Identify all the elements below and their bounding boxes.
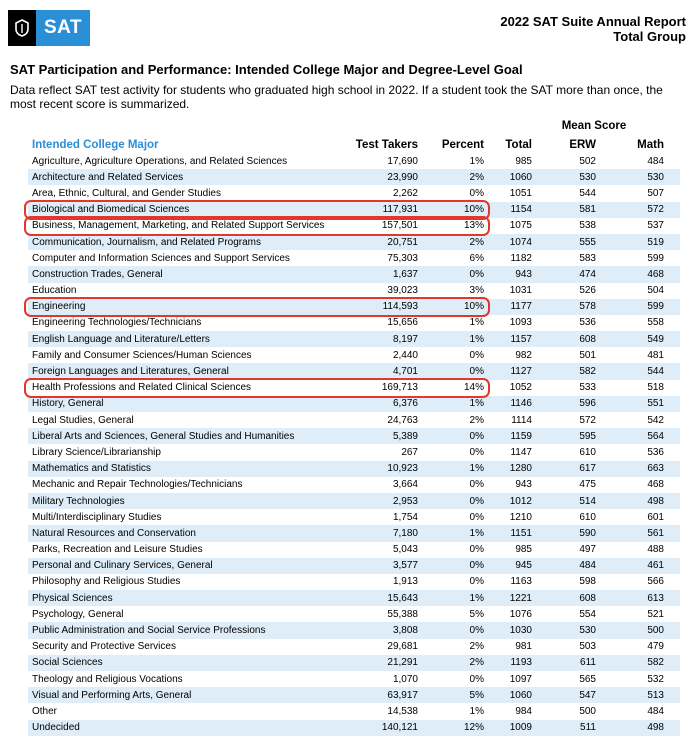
table-row <box>28 169 680 185</box>
cell-percent: 1% <box>469 527 484 539</box>
cell-math: 613 <box>647 592 664 604</box>
table-row <box>28 509 680 525</box>
cell-major: Engineering <box>32 301 86 313</box>
cell-total: 1052 <box>509 382 532 394</box>
cell-erw: 530 <box>579 625 596 637</box>
header-erw: ERW <box>569 138 596 151</box>
cell-major: Multi/Interdisciplinary Studies <box>32 511 162 523</box>
table-row <box>28 299 680 315</box>
cell-percent: 0% <box>469 495 484 507</box>
cell-major: Visual and Performing Arts, General <box>32 689 192 701</box>
cell-major: Agriculture, Agriculture Operations, and Related Sciences <box>32 155 288 167</box>
cell-math: 498 <box>647 722 664 734</box>
cell-percent: 10% <box>463 204 484 216</box>
cell-erw: 595 <box>579 430 596 442</box>
cell-erw: 581 <box>579 204 596 216</box>
table-row <box>28 444 680 460</box>
cell-math: 468 <box>647 268 664 280</box>
cell-erw: 511 <box>580 722 596 734</box>
cell-erw: 555 <box>579 236 596 248</box>
table-row <box>28 185 680 201</box>
cell-test-takers: 29,681 <box>387 641 418 653</box>
cell-erw: 547 <box>579 689 596 701</box>
cell-major: Computer and Information Sciences and Support Services <box>32 252 290 264</box>
cell-erw: 608 <box>579 592 596 604</box>
cell-total: 981 <box>515 641 532 653</box>
table-row <box>28 153 680 169</box>
table-row <box>28 703 680 719</box>
cell-major: Legal Studies, General <box>32 414 134 426</box>
cell-total: 1146 <box>510 398 532 410</box>
cell-total: 1157 <box>510 333 532 345</box>
table-row <box>28 671 680 687</box>
cell-math: 507 <box>647 187 664 199</box>
cell-erw: 582 <box>579 366 596 378</box>
cell-test-takers: 2,440 <box>392 349 418 361</box>
cell-percent: 0% <box>469 268 484 280</box>
cell-math: 551 <box>647 398 664 410</box>
cell-math: 549 <box>647 333 664 345</box>
cell-math: 484 <box>647 705 664 717</box>
cell-test-takers: 5,389 <box>392 430 418 442</box>
table-row <box>28 461 680 477</box>
cell-major: Mathematics and Statistics <box>32 463 151 475</box>
cell-percent: 0% <box>469 479 484 491</box>
cell-erw: 596 <box>579 398 596 410</box>
cell-percent: 0% <box>469 673 484 685</box>
cell-math: 484 <box>647 155 664 167</box>
cell-test-takers: 63,917 <box>387 689 418 701</box>
cell-math: 504 <box>647 285 664 297</box>
table-row <box>28 477 680 493</box>
cell-math: 488 <box>647 544 664 556</box>
cell-total: 1280 <box>509 463 532 475</box>
cell-erw: 475 <box>579 479 596 491</box>
cell-erw: 572 <box>579 414 596 426</box>
cell-erw: 554 <box>579 608 596 620</box>
cell-math: 599 <box>647 252 664 264</box>
cell-erw: 514 <box>579 495 596 507</box>
cell-percent: 3% <box>469 285 484 297</box>
cell-erw: 610 <box>579 446 596 458</box>
cell-test-takers: 39,023 <box>387 285 418 297</box>
cell-total: 1076 <box>509 608 532 620</box>
table-row <box>28 574 680 590</box>
cell-percent: 14% <box>463 382 484 394</box>
cell-major: Undecided <box>32 722 80 734</box>
cell-major: Business, Management, Marketing, and Related Support Services <box>32 220 325 232</box>
cell-major: Education <box>32 285 77 297</box>
cell-percent: 13% <box>463 220 484 232</box>
cell-test-takers: 1,754 <box>392 511 418 523</box>
table-row <box>28 639 680 655</box>
table-row <box>28 590 680 606</box>
table-row <box>28 622 680 638</box>
cell-erw: 578 <box>579 301 596 313</box>
cell-erw: 583 <box>579 252 596 264</box>
cell-major: Other <box>32 705 58 717</box>
cell-total: 1093 <box>509 317 532 329</box>
cell-major: Library Science/Librarianship <box>32 446 161 458</box>
table-body <box>28 153 680 736</box>
cell-percent: 0% <box>469 446 484 458</box>
cell-erw: 530 <box>579 171 596 183</box>
cell-total: 943 <box>515 479 532 491</box>
cell-test-takers: 3,664 <box>392 479 418 491</box>
cell-total: 1159 <box>510 430 532 442</box>
cell-math: 481 <box>647 349 664 361</box>
cell-percent: 0% <box>469 560 484 572</box>
data-table <box>28 118 680 736</box>
table-row <box>28 363 680 379</box>
table-row <box>28 250 680 266</box>
cell-major: Security and Protective Services <box>32 641 176 653</box>
cell-math: 599 <box>647 301 664 313</box>
cell-erw: 501 <box>579 349 596 361</box>
section-title: SAT Participation and Performance: Intended College Major and Degree-Level Goal <box>10 62 523 77</box>
cell-test-takers: 4,701 <box>392 366 418 378</box>
cell-math: 663 <box>647 463 664 475</box>
cell-total: 1074 <box>509 236 532 248</box>
cell-test-takers: 14,538 <box>387 705 418 717</box>
cell-percent: 2% <box>469 657 484 669</box>
cell-test-takers: 267 <box>401 446 418 458</box>
cell-percent: 1% <box>469 317 484 329</box>
cell-total: 982 <box>515 349 532 361</box>
cell-test-takers: 23,990 <box>387 171 418 183</box>
cell-percent: 6% <box>469 252 484 264</box>
table-row <box>28 396 680 412</box>
cell-major: Foreign Languages and Literatures, General <box>32 366 229 378</box>
cell-major: English Language and Literature/Letters <box>32 333 210 345</box>
cell-total: 1210 <box>509 511 532 523</box>
header-major: Intended College Major <box>32 138 159 151</box>
cell-major: Family and Consumer Sciences/Human Sciences <box>32 349 252 361</box>
cell-percent: 0% <box>469 187 484 199</box>
cell-percent: 2% <box>469 171 484 183</box>
cell-total: 1114 <box>511 414 532 426</box>
cell-erw: 500 <box>579 705 596 717</box>
cell-total: 1051 <box>509 187 532 199</box>
cell-total: 984 <box>515 705 532 717</box>
table-row <box>28 234 680 250</box>
cell-erw: 484 <box>579 560 596 572</box>
cell-test-takers: 2,953 <box>392 495 418 507</box>
cell-percent: 1% <box>469 398 484 410</box>
cell-math: 519 <box>647 236 664 248</box>
cell-total: 1193 <box>510 657 532 669</box>
cell-major: Public Administration and Social Service Professions <box>32 625 266 637</box>
table-row <box>28 428 680 444</box>
cell-percent: 1% <box>469 592 484 604</box>
cell-test-takers: 10,923 <box>387 463 418 475</box>
cell-math: 498 <box>647 495 664 507</box>
cell-percent: 1% <box>469 463 484 475</box>
sat-logo <box>8 10 90 46</box>
table-row <box>28 202 680 218</box>
cell-math: 566 <box>647 576 664 588</box>
cell-test-takers: 15,643 <box>387 592 418 604</box>
cell-total: 1009 <box>509 722 532 734</box>
table-row <box>28 347 680 363</box>
cell-major: Liberal Arts and Sciences, General Studies and Humanities <box>32 430 295 442</box>
cell-math: 572 <box>647 204 664 216</box>
cell-total: 945 <box>515 560 532 572</box>
table-row <box>28 687 680 703</box>
cell-percent: 0% <box>469 366 484 378</box>
cell-math: 500 <box>647 625 664 637</box>
cell-percent: 0% <box>469 544 484 556</box>
table-row <box>28 493 680 509</box>
cell-total: 1177 <box>510 301 532 313</box>
table-row <box>28 558 680 574</box>
table-row <box>28 412 680 428</box>
cell-test-takers: 6,376 <box>392 398 418 410</box>
table-row <box>28 655 680 671</box>
mean-score-header: Mean Score <box>561 120 627 132</box>
cell-test-takers: 24,763 <box>387 414 418 426</box>
cell-math: 544 <box>647 366 664 378</box>
cell-total: 1060 <box>509 689 532 701</box>
cell-erw: 533 <box>579 382 596 394</box>
cell-test-takers: 3,808 <box>392 625 418 637</box>
cell-math: 521 <box>647 608 664 620</box>
cell-erw: 502 <box>579 155 596 167</box>
cell-math: 468 <box>647 479 664 491</box>
description: Data reflect SAT test activity for students who graduated high school in 2022. If a student took the SAT more than once, the most recent score is summarized. <box>10 83 663 111</box>
report-title-line2: Total Group <box>613 29 686 44</box>
table-row <box>28 542 680 558</box>
cell-math: 518 <box>647 382 664 394</box>
cell-percent: 1% <box>469 333 484 345</box>
header-row <box>28 136 680 153</box>
cell-total: 1182 <box>510 252 532 264</box>
cell-major: Mechanic and Repair Technologies/Technicians <box>32 479 243 491</box>
table-row <box>28 266 680 282</box>
cell-math: 561 <box>647 527 664 539</box>
cell-percent: 0% <box>469 625 484 637</box>
cell-math: 532 <box>647 673 664 685</box>
cell-percent: 0% <box>469 576 484 588</box>
cell-erw: 536 <box>579 317 596 329</box>
cell-test-takers: 5,043 <box>392 544 418 556</box>
cell-total: 943 <box>515 268 532 280</box>
cell-math: 558 <box>647 317 664 329</box>
table-row <box>28 218 680 234</box>
cell-total: 1151 <box>510 527 532 539</box>
cell-total: 1075 <box>509 220 532 232</box>
cell-major: History, General <box>32 398 104 410</box>
header-group-row <box>28 118 680 136</box>
report-title-line1: 2022 SAT Suite Annual Report <box>500 14 686 29</box>
cell-erw: 590 <box>579 527 596 539</box>
header-math: Math <box>637 138 664 151</box>
cell-major: Social Sciences <box>32 657 103 669</box>
cell-percent: 5% <box>469 689 484 701</box>
cell-erw: 503 <box>579 641 596 653</box>
cell-total: 985 <box>515 544 532 556</box>
header-total: Total <box>505 138 532 151</box>
cell-total: 1154 <box>510 204 532 216</box>
cell-erw: 544 <box>579 187 596 199</box>
cell-percent: 10% <box>463 301 484 313</box>
cell-test-takers: 1,913 <box>392 576 418 588</box>
cell-major: Engineering Technologies/Technicians <box>32 317 202 329</box>
header-percent: Percent <box>441 138 484 151</box>
cell-erw: 538 <box>579 220 596 232</box>
cell-erw: 617 <box>579 463 596 475</box>
cell-math: 542 <box>647 414 664 426</box>
cell-total: 1221 <box>509 592 532 604</box>
cell-major: Biological and Biomedical Sciences <box>32 204 190 216</box>
table-row <box>28 331 680 347</box>
cell-test-takers: 20,751 <box>387 236 418 248</box>
cell-percent: 5% <box>469 608 484 620</box>
cell-percent: 2% <box>469 236 484 248</box>
cell-percent: 0% <box>469 511 484 523</box>
cell-erw: 608 <box>579 333 596 345</box>
cell-math: 479 <box>647 641 664 653</box>
cell-major: Physical Sciences <box>32 592 113 604</box>
cell-test-takers: 17,690 <box>387 155 418 167</box>
cell-test-takers: 75,303 <box>387 252 418 264</box>
cell-major: Construction Trades, General <box>32 268 163 280</box>
cell-test-takers: 7,180 <box>392 527 418 539</box>
cell-total: 1030 <box>509 625 532 637</box>
cell-total: 1147 <box>510 446 532 458</box>
cell-test-takers: 15,656 <box>387 317 418 329</box>
cell-total: 1031 <box>509 285 532 297</box>
table-row <box>28 525 680 541</box>
sat-logo-text: SAT <box>36 10 90 46</box>
cell-test-takers: 157,501 <box>381 220 418 232</box>
table-row <box>28 606 680 622</box>
cell-math: 530 <box>647 171 664 183</box>
cell-total: 1127 <box>510 366 532 378</box>
cell-erw: 497 <box>579 544 596 556</box>
acorn-shield-icon <box>8 10 36 46</box>
cell-math: 601 <box>647 511 664 523</box>
cell-major: Parks, Recreation and Leisure Studies <box>32 544 203 556</box>
cell-major: Military Technologies <box>32 495 125 507</box>
cell-major: Area, Ethnic, Cultural, and Gender Studies <box>32 187 221 199</box>
cell-major: Natural Resources and Conservation <box>32 527 196 539</box>
cell-math: 537 <box>647 220 664 232</box>
cell-major: Health Professions and Related Clinical Sciences <box>32 382 252 394</box>
table-row <box>28 283 680 299</box>
cell-major: Personal and Culinary Services, General <box>32 560 213 572</box>
table-row <box>28 380 680 396</box>
cell-percent: 1% <box>469 705 484 717</box>
cell-math: 582 <box>647 657 664 669</box>
cell-erw: 565 <box>579 673 596 685</box>
cell-erw: 526 <box>579 285 596 297</box>
table-row <box>28 720 680 736</box>
cell-test-takers: 55,388 <box>387 608 418 620</box>
cell-math: 513 <box>647 689 664 701</box>
cell-percent: 2% <box>469 414 484 426</box>
cell-test-takers: 140,121 <box>381 722 418 734</box>
cell-math: 461 <box>647 560 664 572</box>
cell-percent: 2% <box>469 641 484 653</box>
cell-major: Psychology, General <box>32 608 124 620</box>
cell-major: Theology and Religious Vocations <box>32 673 183 685</box>
report-title <box>500 14 686 44</box>
header-test-takers: Test Takers <box>355 138 418 151</box>
cell-percent: 0% <box>469 349 484 361</box>
cell-percent: 0% <box>469 430 484 442</box>
cell-major: Architecture and Related Services <box>32 171 184 183</box>
cell-test-takers: 117,931 <box>382 204 418 216</box>
cell-total: 1163 <box>510 576 532 588</box>
cell-test-takers: 114,593 <box>382 301 418 313</box>
cell-test-takers: 3,577 <box>392 560 418 572</box>
cell-test-takers: 1,070 <box>392 673 418 685</box>
cell-major: Philosophy and Religious Studies <box>32 576 181 588</box>
cell-erw: 598 <box>579 576 596 588</box>
table-row <box>28 315 680 331</box>
cell-total: 985 <box>515 155 532 167</box>
cell-math: 564 <box>647 430 664 442</box>
cell-percent: 12% <box>463 722 484 734</box>
cell-math: 536 <box>647 446 664 458</box>
cell-erw: 474 <box>579 268 596 280</box>
cell-test-takers: 169,713 <box>381 382 418 394</box>
cell-erw: 610 <box>579 511 596 523</box>
cell-erw: 611 <box>580 657 596 669</box>
cell-test-takers: 21,291 <box>387 657 418 669</box>
cell-percent: 1% <box>469 155 484 167</box>
cell-total: 1097 <box>509 673 532 685</box>
cell-test-takers: 2,262 <box>392 187 418 199</box>
cell-total: 1060 <box>509 171 532 183</box>
cell-test-takers: 8,197 <box>392 333 418 345</box>
cell-major: Communication, Journalism, and Related Programs <box>32 236 261 248</box>
cell-test-takers: 1,637 <box>392 268 418 280</box>
cell-total: 1012 <box>509 495 532 507</box>
